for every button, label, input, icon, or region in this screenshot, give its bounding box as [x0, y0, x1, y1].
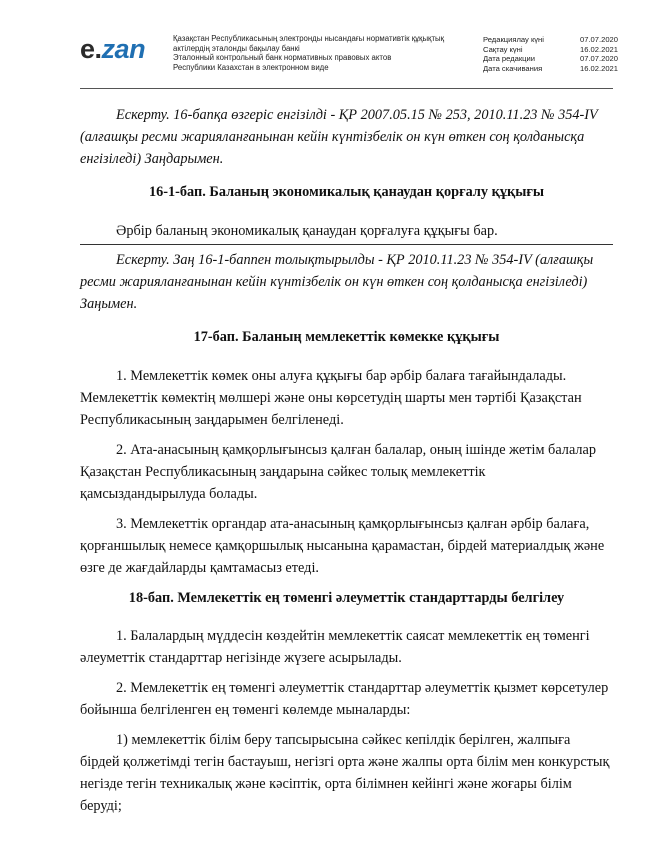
meta-label: Дата скачивания — [483, 63, 543, 73]
article-paragraph: 2. Ата-анасының қамқорлығынсыз қалған балалар, оның ішінде жетім балалар Қазақстан Республикасының заңдарына сәйкес толық мемлекеттік қамсыздандырылуда болады. — [80, 442, 597, 502]
meta-row — [483, 35, 618, 45]
meta-row — [483, 64, 618, 74]
article-paragraph: 1. Мемлекеттік көмек оны алуға құқығы бар әрбір балаға тағайындалады. Мемлекеттік көмектің мөлшері және оны көрсетудің шарты мен тәртібі Қазақстан Республикасының заңдарымен белгіленеді. — [80, 368, 582, 428]
logo-dot: . — [94, 34, 102, 64]
header-line: актілердің эталонды бақылау банкі — [173, 43, 300, 53]
page-header — [0, 0, 657, 86]
article-paragraph: Әрбір баланың экономикалық қанаудан қорғалуға құқығы бар. — [116, 223, 498, 239]
meta-value: 16.02.2021 — [579, 44, 618, 54]
header-meta — [483, 35, 618, 73]
meta-value: 16.02.2021 — [579, 63, 618, 73]
meta-value: 07.07.2020 — [579, 54, 618, 64]
meta-label: Редакциялау күні — [483, 35, 544, 44]
article-paragraph: 2. Мемлекеттік ең төменгі әлеуметтік стандарттар әлеуметтік қызмет көрсетулер бойынша белгіленген ең төменгі көлемде мыналарды: — [80, 680, 609, 718]
header-line: Республики Казахстан в электронном виде — [173, 62, 329, 72]
logo-zan: zan — [101, 34, 146, 64]
header-description — [173, 34, 473, 72]
logo-e: e — [80, 34, 95, 64]
article-paragraph: 1. Балалардың мүддесін көздейтін мемлекеттік саясат мемлекеттік ең төменгі әлеуметтік стандарттар негізінде жүзеге асырылады. — [80, 628, 590, 666]
amendment-note: Ескерту. 16-бапқа өзгеріс енгізілді - ҚР 2007.05.15 № 253, 2010.11.23 № 354-IV (алғашқы ресми жарияланғанынан кейін күнтізбелік он күн өткен соң қолданысқа енгізіледі) Заңдарымен. — [80, 107, 598, 167]
article-heading-18: 18-бап. Мемлекеттік ең төменгі әлеуметтік стандарттарды белгілеу — [128, 590, 565, 606]
document-body — [80, 104, 613, 817]
meta-row — [483, 45, 618, 55]
section-divider — [80, 244, 613, 245]
article-heading-16-1: 16-1-бап. Баланың экономикалық қанаудан қорғалу құқығы — [148, 184, 545, 200]
meta-row — [483, 54, 618, 64]
header-line: Қазақстан Республикасының электронды нысандағы нормативтік құқықтық — [173, 34, 445, 43]
header-line: Эталонный контрольный банк нормативных правовых актов — [173, 53, 392, 63]
article-heading-17: 17-бап. Баланың мемлекеттік көмекке құқығы — [193, 329, 500, 345]
article-paragraph: 1) мемлекеттік білім беру тапсырысына сәйкес кепілдік берілген, жалпыға бірдей қолжетімді тегін бастауыш, негізгі орта және жалпы орта білім мен конкурстық негізде тегін техникалық және кәсіптік, орта білімнен кейінгі және жоғары білім беруді; — [80, 732, 610, 814]
meta-label: Дата редакции — [483, 54, 536, 64]
article-paragraph: 3. Мемлекеттік органдар ата-анасының қамқорлығынсыз қалған әрбір балаға, қорғаншылық немесе қамқоршылық нысанына қарамастан, бірдей материалдық және өзге де жағдайларды қамтамасыз етеді. — [80, 516, 605, 576]
meta-value: 07.07.2020 — [579, 35, 618, 44]
amendment-note: Ескерту. Заң 16-1-баппен толықтырылды - ҚР 2010.11.23 № 354-IV (алғашқы ресми жарияланғанынан кейін күнтізбелік он күн өткен соң қолданысқа енгізіледі) Заңымен. — [80, 252, 594, 312]
meta-label: Сақтау күні — [483, 44, 523, 54]
header-divider — [80, 88, 613, 89]
ezan-logo — [80, 36, 145, 63]
